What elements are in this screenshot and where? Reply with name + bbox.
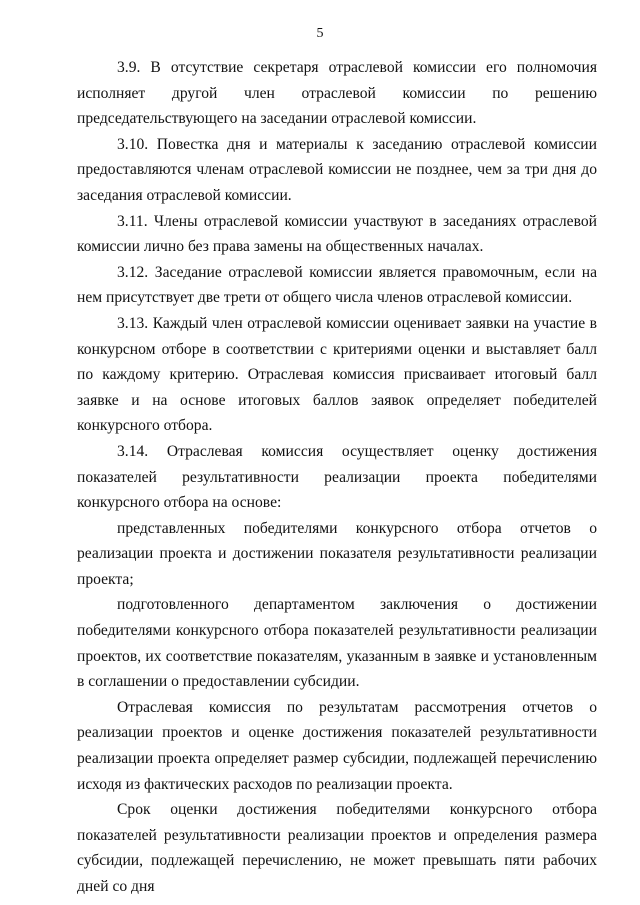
paragraph-subsidy-size: Отраслевая комиссия по результатам рассмотрения отчетов о реализации проектов и оценке достижения показателей результативности реализации проекта определяет размер субсидии, подлежащей перечислению исходя из фактических расходов по реализации проекта. — [77, 698, 597, 793]
paragraph-basis-conclusion: подготовленного департаментом заключения о достижении победителями конкурсного отбора показателей результативности реализации проектов, их соответствие показателям, указанным в заявке и установленным в соглашении о предоставлении субсидии. — [77, 596, 597, 691]
paragraph-3-10: 3.10. Повестка дня и материалы к заседанию отраслевой комиссии предоставляются членам отраслевой комиссии не позднее, чем за три дня до заседания отраслевой комиссии. — [77, 135, 597, 204]
paragraph-3-14: 3.14. Отраслевая комиссия осуществляет оценку достижения показателей результативности реализации проекта победителями конкурсного отбора на основе: — [77, 442, 597, 512]
paragraph-basis-reports: представленных победителями конкурсного отбора отчетов о реализации проекта и достижении показателя результативности реализации проекта; — [77, 519, 597, 588]
paragraph-3-13: 3.13. Каждый член отраслевой комиссии оценивает заявки на участие в конкурсном отборе в соответствии с критериями оценки и выставляет балл по каждому критерию. Отраслевая комиссия присваивает итоговый балл заявке и на основе итоговых баллов заявок определяет победителей конкурсного отбора. — [77, 314, 597, 435]
paragraph-evaluation-term: Срок оценки достижения победителями конкурсного отбора показателей результативности реализации проектов и определения размера субсидии, подлежащей перечислению, не может превышать пяти рабочих дней со дня — [77, 801, 597, 895]
paragraph-3-9: 3.9. В отсутствие секретаря отраслевой комиссии его полномочия исполняет другой член отраслевой комиссии по решению председательствующего на заседании отраслевой комиссии. — [77, 59, 597, 128]
paragraph-3-11: 3.11. Члены отраслевой комиссии участвуют в заседаниях отраслевой комиссии лично без права замены на общественных началах. — [77, 212, 597, 256]
page-number: 5 — [316, 26, 324, 41]
document-body — [77, 55, 597, 900]
paragraph-3-12: 3.12. Заседание отраслевой комиссии является правомочным, если на нем присутствует две трети от общего числа членов отраслевой комиссии. — [77, 263, 597, 307]
